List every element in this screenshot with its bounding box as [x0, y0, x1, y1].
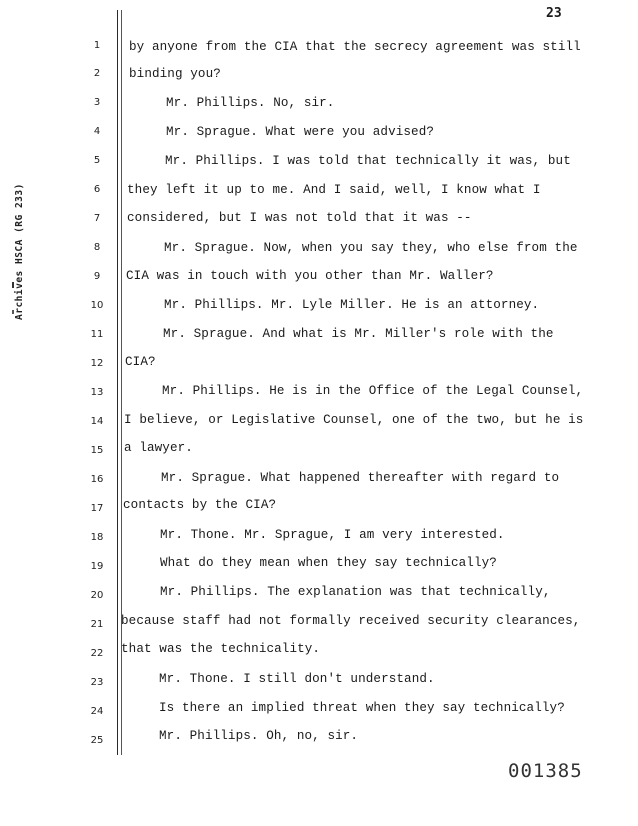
transcript-line: binding you? [129, 67, 221, 81]
line-number: 24 [90, 706, 104, 717]
line-number: 7 [93, 213, 101, 224]
transcript-line: that was the technicality. [121, 642, 321, 656]
line-number: 17 [90, 503, 104, 514]
line-number: 14 [90, 416, 104, 427]
transcript-line: Mr. Phillips. He is in the Office of the Legal Counsel, [162, 384, 584, 398]
line-number: 5 [93, 155, 101, 166]
archive-side-stamp: Archives HSCA (RG 233) [14, 183, 25, 320]
transcript-line: What do they mean when they say technically? [160, 556, 497, 570]
line-number: 11 [90, 329, 104, 340]
margin-mark [12, 282, 14, 288]
transcript-line: Is there an implied threat when they say technically? [159, 701, 565, 715]
page-number: 23 [546, 6, 562, 21]
transcript-line: Mr. Thone. Mr. Sprague, I am very interested. [160, 528, 505, 542]
transcript-line: a lawyer. [124, 441, 193, 455]
transcript-line: Mr. Sprague. And what is Mr. Miller's role with the [163, 327, 554, 341]
transcript-line: CIA? [125, 355, 156, 369]
margin-mark [12, 310, 14, 314]
transcript-line: by anyone from the CIA that the secrecy agreement was still [129, 40, 581, 54]
line-number: 25 [90, 735, 104, 746]
line-number: 22 [90, 648, 104, 659]
transcript-line: Mr. Phillips. Mr. Lyle Miller. He is an attorney. [164, 298, 540, 312]
line-number: 21 [90, 619, 104, 630]
line-number: 2 [93, 68, 101, 79]
transcript-line: Mr. Thone. I still don't understand. [159, 672, 435, 686]
transcript-line: considered, but I was not told that it was -- [127, 211, 472, 225]
line-number: 10 [90, 300, 104, 311]
transcript-line: Mr. Phillips. The explanation was that technically, [160, 585, 551, 599]
line-number: 3 [93, 97, 101, 108]
transcript-line: CIA was in touch with you other than Mr. Waller? [126, 269, 494, 283]
line-number: 23 [90, 677, 104, 688]
line-number: 20 [90, 590, 104, 601]
document-id-stamp: 001385 [508, 760, 583, 782]
line-number: 19 [90, 561, 104, 572]
line-number: 9 [93, 271, 101, 282]
line-number: 18 [90, 532, 104, 543]
line-number: 13 [90, 387, 104, 398]
line-number: 15 [90, 445, 104, 456]
transcript-line: Mr. Sprague. Now, when you say they, who else from the [164, 241, 578, 255]
transcript-line: contacts by the CIA? [123, 498, 277, 512]
line-number: 12 [90, 358, 104, 369]
line-number: 8 [93, 242, 101, 253]
line-number: 16 [90, 474, 104, 485]
transcript-line: Mr. Phillips. I was told that technically it was, but [165, 154, 571, 168]
transcript-line: I believe, or Legislative Counsel, one of the two, but he is [124, 413, 584, 427]
transcript-line: Mr. Sprague. What happened thereafter with regard to [161, 471, 560, 485]
line-number: 4 [93, 126, 101, 137]
line-number: 6 [93, 184, 101, 195]
transcript-line: Mr. Sprague. What were you advised? [166, 125, 435, 139]
line-number: 1 [93, 40, 101, 51]
transcript-line: Mr. Phillips. Oh, no, sir. [159, 729, 359, 743]
transcript-line: they left it up to me. And I said, well, I know what I [127, 183, 541, 197]
margin-rule [117, 10, 118, 755]
transcript-line: Mr. Phillips. No, sir. [166, 96, 335, 110]
transcript-line: because staff had not formally received security clearances, [121, 614, 581, 628]
